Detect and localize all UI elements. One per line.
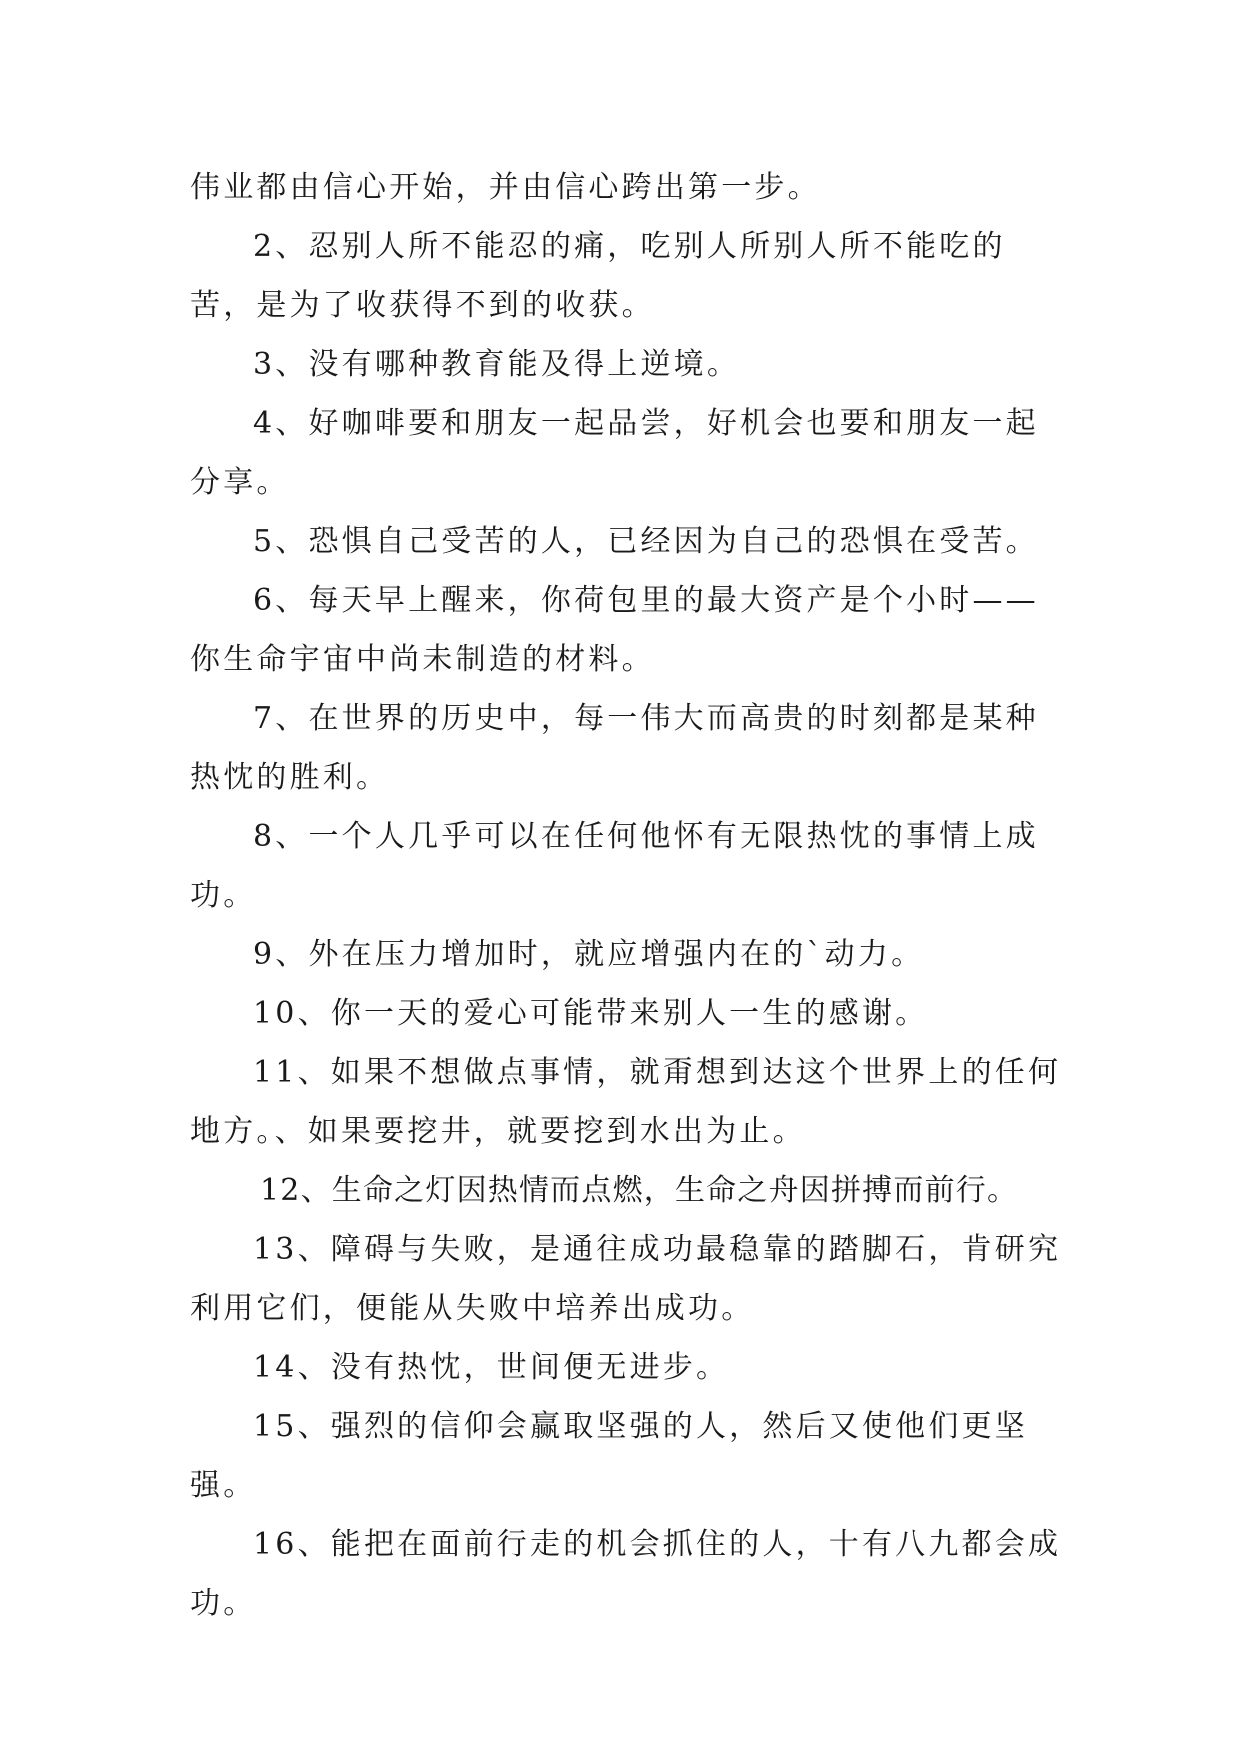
paragraph-item-13: 13、障碍与失败，是通往成功最稳靠的踏脚石，肯研究利用它们，便能从失败中培养出成功。 — [190, 1232, 1062, 1326]
paragraph-item-12: 12、生命之灯因热情而点燃，生命之舟因拼搏而前行。 — [260, 1173, 1019, 1208]
paragraph-continuation: 伟业都由信心开始，并由信心跨出第一步。 — [190, 170, 821, 205]
paragraph-item-9: 9、外在压力增加时，就应增强内在的`动力。 — [253, 937, 925, 972]
paragraph-item-16: 16、能把在面前行走的机会抓住的人，十有八九都会成功。 — [190, 1527, 1062, 1621]
paragraph-item-14: 14、没有热忱，世间便无进步。 — [253, 1350, 730, 1385]
paragraph-item-2: 2、忍别人所不能忍的痛，吃别人所别人所不能吃的苦，是为了收获得不到的收获。 — [190, 229, 1006, 323]
paragraph-item-8: 8、一个人几乎可以在任何他怀有无限热忱的事情上成功。 — [190, 819, 1039, 913]
paragraph-item-5: 5、恐惧自己受苦的人，已经因为自己的恐惧在受苦。 — [253, 524, 1039, 559]
paragraph-item-15: 15、强烈的信仰会赢取坚强的人，然后又使他们更坚强。 — [190, 1409, 1028, 1503]
document-body — [190, 158, 1070, 1633]
paragraph-item-6: 6、每天早上醒来，你荷包里的最大资产是个小时——你生命宇宙中尚未制造的材料。 — [190, 583, 1039, 677]
paragraph-item-10: 10、你一天的爱心可能带来别人一生的感谢。 — [253, 996, 929, 1031]
paragraph-item-3: 3、没有哪种教育能及得上逆境。 — [253, 347, 741, 382]
paragraph-item-4: 4、好咖啡要和朋友一起品尝，好机会也要和朋友一起分享。 — [190, 406, 1039, 500]
paragraph-item-7: 7、在世界的历史中，每一伟大而高贵的时刻都是某种热忱的胜利。 — [190, 701, 1039, 795]
paragraph-item-11: 11、如果不想做点事情，就甭想到达这个世界上的任何地方。、如果要挖井，就要挖到水出为止。 — [190, 1055, 1062, 1149]
